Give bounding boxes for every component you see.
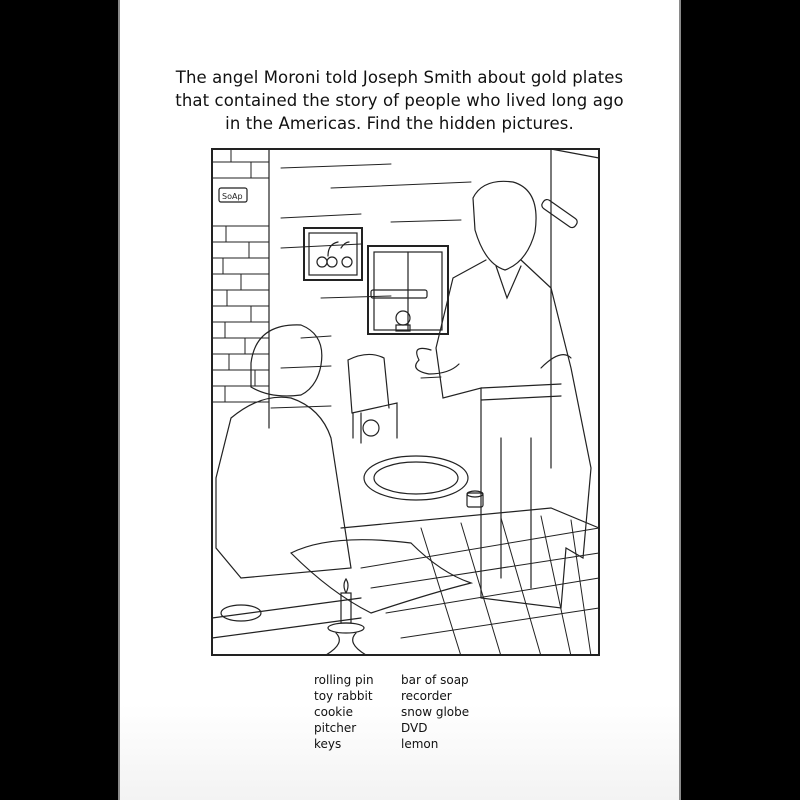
coloring-page <box>118 0 681 800</box>
hidden-pictures-illustration <box>211 148 600 656</box>
hidden-item: pitcher <box>314 721 357 735</box>
candle <box>326 579 366 655</box>
title-line: that contained the story of people who lived long ago <box>175 91 624 110</box>
window <box>368 246 448 334</box>
svg-text:SoAp: SoAp <box>222 192 243 201</box>
cookie <box>221 605 261 621</box>
hidden-item: recorder <box>401 689 452 703</box>
hidden-pictures-list-left <box>314 672 374 752</box>
hidden-item: lemon <box>401 737 439 751</box>
brick-wall <box>212 149 269 428</box>
hidden-item: bar of soap <box>401 673 469 687</box>
title-line: The angel Moroni told Joseph Smith about gold plates <box>175 68 624 87</box>
joseph-smith <box>216 325 351 578</box>
framed-picture <box>304 228 362 280</box>
hidden-item: rolling pin <box>314 673 374 687</box>
hidden-item: keys <box>314 737 342 751</box>
title-line: in the Americas. Find the hidden pictures. <box>225 114 574 133</box>
chair <box>348 354 397 443</box>
hidden-item: toy rabbit <box>314 689 373 703</box>
hidden-pictures-list-right <box>401 672 469 752</box>
hidden-item: DVD <box>401 721 428 735</box>
hidden-item: cookie <box>314 705 353 719</box>
toy-rabbit <box>363 420 379 436</box>
rolling-pin <box>540 198 579 229</box>
bed <box>212 508 599 656</box>
hidden-item: snow globe <box>401 705 470 719</box>
page-title <box>120 66 679 135</box>
